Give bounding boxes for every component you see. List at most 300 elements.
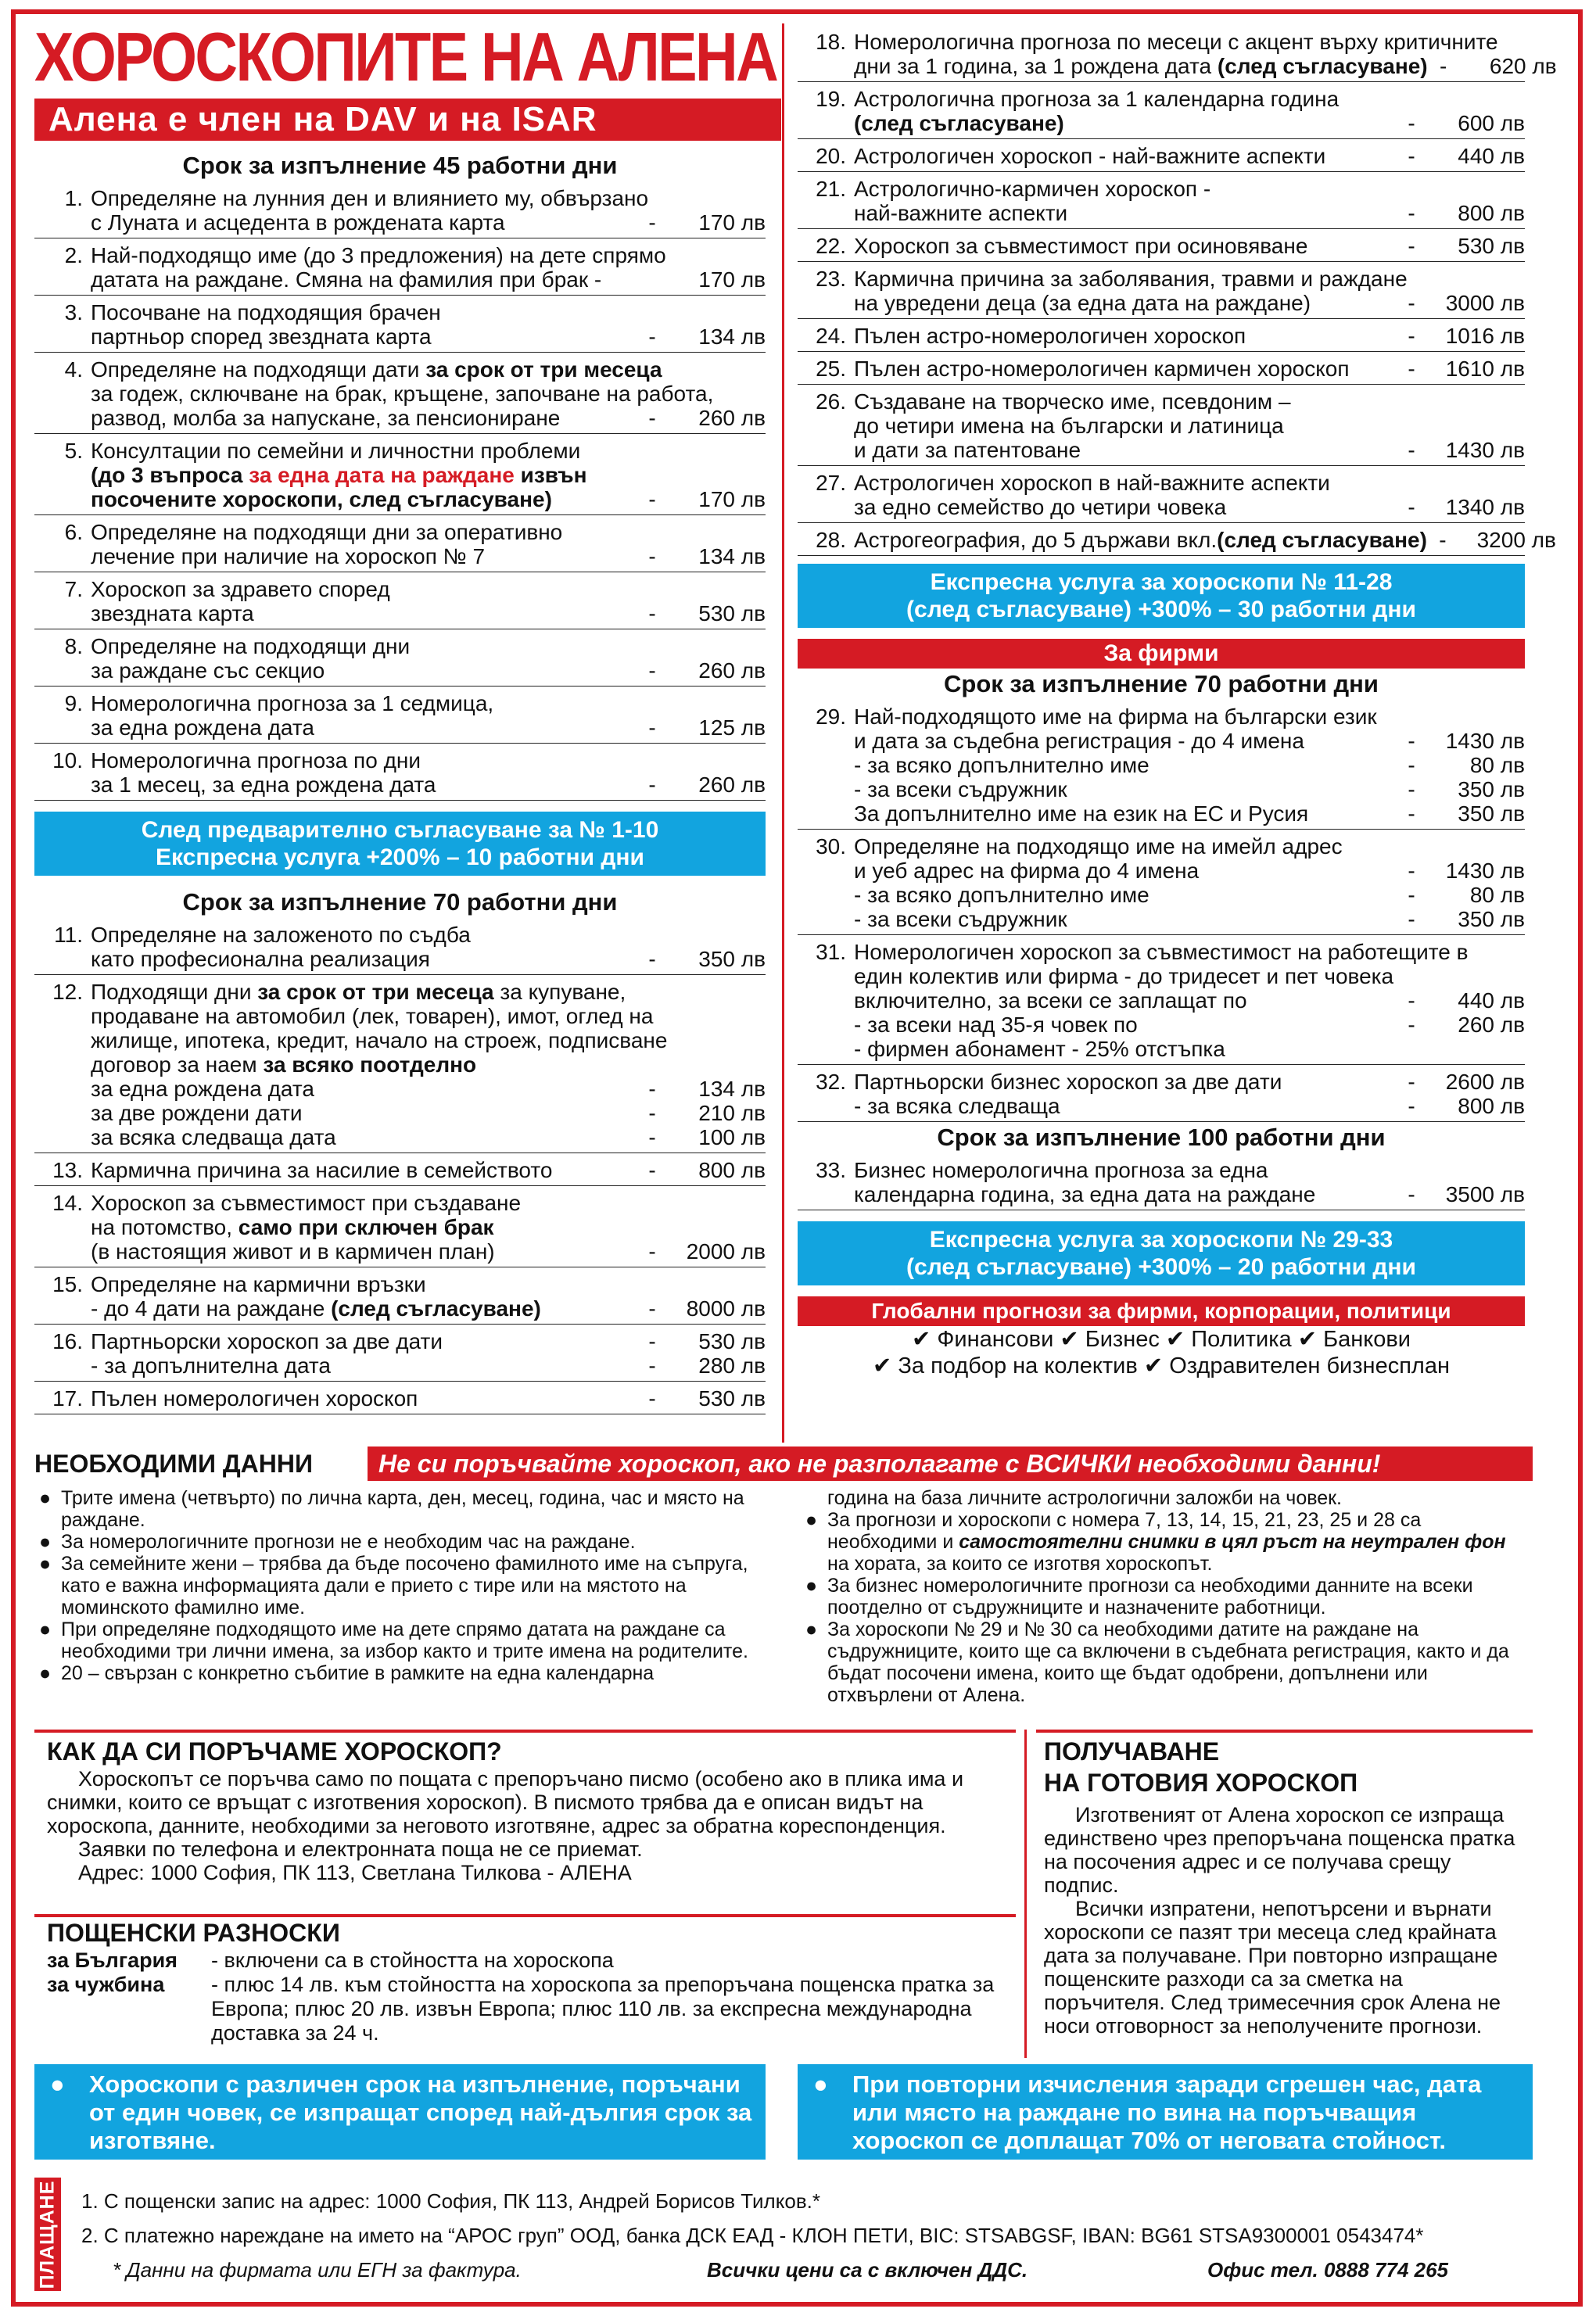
item-text: (в настоящия живот и в кармичен план) bbox=[91, 1239, 495, 1264]
item-dash: - bbox=[1408, 357, 1415, 381]
item-dash: - bbox=[648, 601, 656, 626]
item-price: 1430 лв bbox=[1445, 859, 1525, 883]
item-price: 8000 лв bbox=[686, 1296, 766, 1321]
item-text: за раждане със секцио bbox=[91, 658, 325, 683]
order-note: Заявки по телефона и електронната поща не се приемат. bbox=[78, 1837, 643, 1861]
bullet-icon: ● bbox=[39, 1619, 52, 1640]
order-section bbox=[47, 1736, 1017, 1884]
note-text: При повторни изчисления заради сгрешен час, дата или място на раждане по вина на поръчващия хороскоп се доплащат 70% от неговата стойност. bbox=[852, 2070, 1482, 2154]
item-line bbox=[91, 1052, 766, 1077]
item-dash: - bbox=[1408, 438, 1415, 462]
section-heading-70-days: Срок за изпълнение 70 работни дни bbox=[182, 888, 618, 916]
item-price: 170 лв bbox=[698, 267, 766, 292]
price-item bbox=[34, 744, 766, 801]
price-item bbox=[798, 935, 1525, 1065]
price-item bbox=[798, 262, 1525, 319]
item-emphasis: (след съгласуване) bbox=[331, 1296, 541, 1321]
item-text: Бизнес номерологична прогноза за една bbox=[854, 1158, 1268, 1182]
item-line bbox=[91, 1077, 766, 1101]
item-line bbox=[91, 947, 766, 971]
bullet-icon: ● bbox=[39, 1487, 52, 1509]
item-line bbox=[91, 1158, 766, 1182]
item-dash: - bbox=[648, 406, 656, 430]
price-item bbox=[34, 238, 766, 296]
item-dash: - bbox=[648, 1077, 656, 1101]
item-line bbox=[854, 144, 1525, 168]
item-dash: - bbox=[1408, 234, 1415, 258]
express-box-line: Експресна услуга за хороскопи № 29-33 bbox=[929, 1227, 1393, 1253]
item-dash: - bbox=[648, 1125, 656, 1149]
item-price: 1016 лв bbox=[1445, 324, 1525, 348]
required-data-heading: НЕОБХОДИМИ ДАННИ bbox=[34, 1450, 313, 1478]
item-text: календарна година, за една дата на раждане bbox=[854, 1182, 1316, 1206]
item-dash: - bbox=[1408, 729, 1415, 753]
required-data-bullet bbox=[805, 1509, 1533, 1575]
item-text: Номерологичен хороскоп за съвместимост на работещите в bbox=[854, 940, 1469, 964]
item-text: като професионална реализация bbox=[91, 947, 430, 971]
checklist-line: ✔ За подбор на колектив ✔ Оздравителен бизнесплан bbox=[873, 1353, 1450, 1378]
item-line bbox=[854, 324, 1525, 348]
item-text: до четири имена на български и латиница bbox=[854, 414, 1284, 438]
item-line bbox=[854, 1070, 1525, 1094]
item-text: - за всяко допълнително име bbox=[854, 883, 1149, 907]
note-longest-term bbox=[34, 2064, 766, 2160]
item-dash: - bbox=[1408, 883, 1415, 907]
price-item bbox=[798, 82, 1525, 139]
item-price: 260 лв bbox=[698, 406, 766, 430]
item-text: - за всяка следваща bbox=[854, 1094, 1060, 1118]
bullet-icon: ● bbox=[805, 1619, 818, 1640]
section-heading-100-days: Срок за изпълнение 100 работни дни bbox=[937, 1124, 1386, 1151]
price-item bbox=[798, 466, 1525, 523]
item-text: Определяне на заложеното по съдба bbox=[91, 923, 471, 947]
item-text: датата на раждане. Смяна на фамилия при брак - bbox=[91, 267, 602, 292]
vat-note: Всички цени са с включен ДДС. bbox=[707, 2258, 1028, 2282]
item-dash: - bbox=[648, 487, 656, 511]
item-emphasis: (след съгласуване) bbox=[1217, 54, 1428, 78]
price-item bbox=[34, 1325, 766, 1382]
item-line bbox=[91, 634, 766, 658]
postage-section bbox=[47, 1917, 1017, 2045]
item-line bbox=[91, 691, 766, 715]
item-price: 530 лв bbox=[698, 601, 766, 626]
item-line bbox=[91, 1353, 766, 1378]
price-item bbox=[34, 975, 766, 1153]
item-dash: - bbox=[1408, 859, 1415, 883]
price-item bbox=[34, 296, 766, 353]
item-text: Номерологична прогноза по дни bbox=[91, 748, 421, 773]
item-number: 28. bbox=[816, 528, 846, 552]
price-item bbox=[798, 385, 1525, 466]
price-item bbox=[798, 229, 1525, 262]
item-text: Астрологичен хороскоп - най-важните аспекти bbox=[854, 144, 1326, 168]
item-dash: - bbox=[1408, 753, 1415, 777]
item-text: за две рождени дати bbox=[91, 1101, 303, 1125]
express-box-11-28 bbox=[798, 564, 1525, 628]
item-price: 350 лв bbox=[698, 947, 766, 971]
express-box-1-10 bbox=[34, 812, 766, 876]
required-data-bullet bbox=[39, 1619, 762, 1662]
item-text: Посочване на подходящия брачен bbox=[91, 300, 441, 324]
item-price: 3000 лв bbox=[1445, 291, 1525, 315]
required-data-right bbox=[805, 1487, 1533, 1706]
item-text: за едно семейство до четири човека bbox=[854, 495, 1227, 519]
payment-section bbox=[34, 2178, 1536, 2291]
item-dash: - bbox=[1408, 1013, 1415, 1037]
right-price-column bbox=[798, 25, 1557, 1379]
item-dash: - bbox=[1408, 1094, 1415, 1118]
column-divider bbox=[782, 23, 784, 1443]
item-number: 32. bbox=[816, 1070, 846, 1094]
express-box-line: (след съгласуване) +300% – 30 работни дни bbox=[906, 597, 1416, 622]
postage-bulgaria bbox=[47, 1948, 1017, 1973]
item-price: 280 лв bbox=[698, 1353, 766, 1378]
bullet-text: За семейните жени – трябва да бъде посочено фамилното име на съпруга, като е важна информацията дали е прието с тире или на мястото на моминското фамилно име. bbox=[61, 1553, 748, 1619]
item-text: Пълен астро-номерологичен кармичен хороскоп bbox=[854, 357, 1350, 381]
bullet-text: 20 – свързан с конкретно събитие в рамките на една календарна bbox=[61, 1662, 655, 1684]
item-dash: - bbox=[1408, 777, 1415, 801]
item-line bbox=[91, 463, 766, 487]
item-price: 800 лв bbox=[698, 1158, 766, 1182]
required-data-warning: Не си поръчвайте хороскоп, ако не разполагате с ВСИЧКИ необходими данни! bbox=[368, 1446, 1533, 1481]
item-line bbox=[854, 234, 1525, 258]
item-line bbox=[91, 357, 766, 382]
item-number: 23. bbox=[816, 267, 846, 291]
item-dash: - bbox=[1408, 144, 1415, 168]
item-emphasis: за всяко поотделно bbox=[263, 1052, 477, 1077]
item-number: 33. bbox=[816, 1158, 846, 1182]
item-line bbox=[91, 658, 766, 683]
item-text: Кармична причина за заболявания, травми и раждане bbox=[854, 267, 1408, 291]
item-text: развод, молба за напускане, за пенсиониране bbox=[91, 406, 561, 430]
item-line bbox=[854, 177, 1525, 201]
item-line bbox=[91, 715, 766, 740]
item-text: за купуване, bbox=[493, 980, 626, 1004]
item-price: 350 лв bbox=[1458, 801, 1525, 826]
bullet-text: Трите имена (четвърто) по лична карта, ден, месец, година, час и място на раждане. bbox=[61, 1487, 744, 1531]
item-text: Номерологична прогноза по месеци с акцент върху критичните bbox=[854, 30, 1498, 54]
item-line bbox=[91, 601, 766, 626]
receiving-paragraph: Изготвеният от Алена хороскоп се изпраща единствено чрез препоръчана пощенска пратка на посочения адрес и се получава срещу подпис. bbox=[1044, 1803, 1515, 1897]
item-text: с Луната и асцедента в рождената карта bbox=[91, 210, 505, 235]
bullet-icon: ● bbox=[813, 2070, 828, 2098]
item-price: 600 лв bbox=[1458, 111, 1525, 135]
item-price: 2000 лв bbox=[686, 1239, 766, 1264]
required-data-continuation: година на база личните астрологични заложби на човек. bbox=[827, 1487, 1343, 1509]
required-data-left bbox=[39, 1487, 762, 1684]
price-item bbox=[34, 629, 766, 687]
required-data-bullet bbox=[39, 1531, 762, 1553]
item-line bbox=[854, 859, 1525, 883]
receiving-heading-2: НА ГОТОВИЯ ХОРОСКОП bbox=[1044, 1769, 1358, 1797]
required-data-bullet bbox=[39, 1553, 762, 1619]
item-text: - за допълнителна дата bbox=[91, 1353, 331, 1378]
item-text: Определяне на подходящи дни за оперативно bbox=[91, 520, 563, 544]
item-line bbox=[854, 964, 1525, 988]
price-item bbox=[34, 353, 766, 434]
item-number: 13. bbox=[52, 1158, 83, 1182]
item-text: - за всеки над 35-я човек по bbox=[854, 1013, 1138, 1037]
item-line bbox=[854, 267, 1525, 291]
item-dash: - bbox=[648, 1296, 656, 1321]
item-price: 80 лв bbox=[1469, 883, 1525, 907]
item-dash: - bbox=[648, 1386, 656, 1411]
item-dash: - bbox=[648, 1101, 656, 1125]
item-line bbox=[854, 753, 1525, 777]
item-price: 620 лв bbox=[1489, 54, 1557, 78]
item-line bbox=[854, 729, 1525, 753]
bullet-icon: ● bbox=[39, 1553, 52, 1575]
item-text: и дати за патентоване bbox=[854, 438, 1081, 462]
item-line bbox=[91, 1125, 766, 1149]
item-line bbox=[91, 520, 766, 544]
item-text: за годеж, сключване на брак, кръщене, започване на работа, bbox=[91, 382, 714, 406]
price-item bbox=[34, 572, 766, 629]
item-line bbox=[854, 414, 1525, 438]
item-text: партньор според звездната карта bbox=[91, 324, 432, 349]
item-line bbox=[854, 883, 1525, 907]
required-data-bullet bbox=[805, 1619, 1533, 1706]
page-subtitle: Алена е член на DAV и на ISAR bbox=[34, 99, 781, 141]
item-text: - фирмен абонамент - 25% отстъпка bbox=[854, 1037, 1225, 1061]
postage-bulgaria-text: - включени са в стойността на хороскопа bbox=[211, 1948, 614, 1972]
note-text: Хороскопи с различен срок на изпълнение, поръчани от един човек, се изпращат според най-дългия срок за изготвяне. bbox=[89, 2070, 752, 2154]
item-text: Най-подходящото име на фирма на български език bbox=[854, 704, 1377, 729]
price-item bbox=[798, 830, 1525, 935]
item-text: - за всяко допълнително име bbox=[854, 753, 1149, 777]
item-price: 210 лв bbox=[698, 1101, 766, 1125]
item-dash: - bbox=[648, 210, 656, 235]
item-line bbox=[91, 1386, 766, 1411]
item-text: продаване на автомобил (лек, товарен), имот, оглед на bbox=[91, 1004, 654, 1028]
item-number: 20. bbox=[816, 144, 846, 168]
item-line bbox=[91, 577, 766, 601]
item-line bbox=[854, 1158, 1525, 1182]
item-line bbox=[854, 111, 1525, 135]
item-text: лечение при наличие на хороскоп № 7 bbox=[91, 544, 486, 568]
price-item bbox=[34, 918, 766, 975]
bullet-icon: ● bbox=[50, 2070, 65, 2098]
item-highlight: за една дата на раждане bbox=[249, 463, 515, 487]
item-text: За допълнително име на език на ЕС и Русия bbox=[854, 801, 1309, 826]
section-heading-45-days: Срок за изпълнение 45 работни дни bbox=[182, 152, 618, 179]
item-price: 170 лв bbox=[698, 487, 766, 511]
required-data-bullet bbox=[39, 1662, 762, 1684]
item-line bbox=[91, 773, 766, 797]
item-emphasis: само при сключен брак bbox=[238, 1215, 494, 1239]
item-price: 1430 лв bbox=[1445, 438, 1525, 462]
express-box-29-33 bbox=[798, 1221, 1525, 1285]
item-number: 2. bbox=[64, 243, 83, 267]
price-item bbox=[798, 1153, 1525, 1210]
item-text: Определяне на подходящи дни bbox=[91, 634, 411, 658]
postage-abroad-text: - плюс 14 лв. към стойността на хороскопа за препоръчана пощенска пратка за Европа; плюс 20 лв. извън Европа; плюс 110 лв. за експресна международна доставка за 24 ч. bbox=[211, 1973, 995, 2045]
item-number: 31. bbox=[816, 940, 846, 964]
express-box-line: Експресна услуга за хороскопи № 11-28 bbox=[930, 569, 1393, 595]
global-forecasts-bar: Глобални прогнози за фирми, корпорации, политици bbox=[798, 1296, 1525, 1326]
price-item bbox=[798, 700, 1525, 830]
receiving-section bbox=[1044, 1736, 1529, 2038]
note-recalculation bbox=[798, 2064, 1533, 2160]
item-number: 6. bbox=[64, 520, 83, 544]
item-emphasis: (до 3 въпроса bbox=[91, 463, 249, 487]
bullet-icon: ● bbox=[805, 1575, 818, 1597]
checklist-line: ✔ Финансови ✔ Бизнес ✔ Политика ✔ Банкови bbox=[911, 1327, 1411, 1352]
page-title: ХОРОСКОПИТЕ НА АЛЕНА bbox=[34, 18, 777, 95]
express-box-line: (след съгласуване) +300% – 20 работни дни bbox=[906, 1254, 1416, 1280]
item-price: 80 лв bbox=[1469, 753, 1525, 777]
item-line bbox=[91, 1004, 766, 1028]
item-line bbox=[854, 988, 1525, 1013]
item-line bbox=[91, 324, 766, 349]
payment-label: ПЛАЩАНЕ bbox=[34, 2178, 61, 2291]
item-number: 22. bbox=[816, 234, 846, 258]
item-line bbox=[854, 940, 1525, 964]
item-price: 800 лв bbox=[1458, 1094, 1525, 1118]
item-text: за една рождена дата bbox=[91, 1077, 314, 1101]
postage-heading: ПОЩЕНСКИ РАЗНОСКИ bbox=[47, 1919, 340, 1947]
item-text: Определяне на лунния ден и влиянието му, обвързано bbox=[91, 186, 649, 210]
item-text: дни за 1 година, за 1 рождена дата bbox=[854, 54, 1218, 78]
item-dash: - bbox=[648, 1158, 656, 1182]
order-paragraph: Хороскопът се поръчва само по пощата с препоръчано писмо (особено ако в плика има и снимки, които се връщат с изготвения хороскоп). В писмото трябва да е описан видът на хороскопа, данните, необходими за неговото изготвяне, адрес за обратна кореспонденция. bbox=[47, 1767, 964, 1837]
item-line bbox=[91, 439, 766, 463]
bullet-text: За прогнози и хороскопи с номера 7, 13, 14, 15, 21, 23, 25 и 28 са необходими и bbox=[827, 1509, 1422, 1553]
item-number: 24. bbox=[816, 324, 846, 348]
item-line bbox=[91, 267, 766, 292]
item-price: 134 лв bbox=[698, 544, 766, 568]
item-text: Астрогеография, до 5 държави вкл. bbox=[854, 528, 1218, 552]
item-line bbox=[854, 528, 1556, 552]
item-text: и дата за съдебна регистрация - до 4 имена bbox=[854, 729, 1304, 753]
price-list-11-17 bbox=[34, 918, 766, 1414]
item-line bbox=[91, 1101, 766, 1125]
item-text: Астрологично-кармичен хороскоп - bbox=[854, 177, 1211, 201]
item-text: най-важните аспекти bbox=[854, 201, 1068, 225]
bullet-icon: ● bbox=[805, 1509, 818, 1531]
item-price: 530 лв bbox=[698, 1386, 766, 1411]
item-text: Пълен номерологичен хороскоп bbox=[91, 1386, 418, 1411]
item-line bbox=[91, 923, 766, 947]
item-number: 11. bbox=[54, 923, 83, 947]
item-number: 7. bbox=[64, 577, 83, 601]
firms-bar: За фирми bbox=[798, 639, 1525, 669]
item-dash: - bbox=[1408, 1070, 1415, 1094]
item-text: - за всеки съдружник bbox=[854, 907, 1067, 931]
item-number: 4. bbox=[64, 357, 83, 382]
item-dash: - bbox=[1408, 201, 1415, 225]
postage-bulgaria-label: за България bbox=[47, 1948, 178, 1972]
item-price: 100 лв bbox=[698, 1125, 766, 1149]
item-dash: - bbox=[1408, 988, 1415, 1013]
item-emphasis: (след съгласуване) bbox=[1217, 528, 1427, 552]
item-text: Кармична причина за насилие в семейството bbox=[91, 1158, 553, 1182]
price-item bbox=[798, 352, 1525, 385]
item-number: 19. bbox=[816, 87, 846, 111]
express-box-line: След предварително съгласуване за № 1-10 bbox=[141, 817, 659, 843]
price-item bbox=[798, 139, 1525, 172]
item-text: за всяка следваща дата bbox=[91, 1125, 336, 1149]
item-number: 18. bbox=[816, 30, 846, 54]
item-dash: - bbox=[648, 1329, 656, 1353]
item-text: Най-подходящо име (до 3 предложения) на дете спрямо bbox=[91, 243, 666, 267]
price-item bbox=[798, 1065, 1525, 1122]
express-box-line: Експресна услуга +200% – 10 работни дни bbox=[156, 844, 644, 870]
item-number: 16. bbox=[52, 1329, 83, 1353]
item-text: Определяне на подходящо име на имейл адрес bbox=[854, 834, 1343, 859]
item-dash: - bbox=[648, 1239, 656, 1264]
bullet-icon: ● bbox=[39, 1662, 52, 1684]
item-text: Астрологична прогноза за 1 календарна година bbox=[854, 87, 1340, 111]
required-data-bullet bbox=[39, 1487, 762, 1531]
item-emphasis: (след съгласуване) bbox=[854, 111, 1064, 135]
item-line bbox=[854, 357, 1525, 381]
item-price: 800 лв bbox=[1458, 201, 1525, 225]
item-text: за една рождена дата bbox=[91, 715, 314, 740]
item-dash: - bbox=[1408, 495, 1415, 519]
item-text: Астрологичен хороскоп в най-важните аспекти bbox=[854, 471, 1330, 495]
item-price: 440 лв bbox=[1458, 988, 1525, 1013]
item-text: - за всеки съдружник bbox=[854, 777, 1067, 801]
price-item bbox=[34, 1382, 766, 1414]
item-line bbox=[91, 186, 766, 210]
item-dash: - bbox=[648, 324, 656, 349]
bullet-text: За номерологичните прогнози не е необходим час на раждане. bbox=[61, 1531, 636, 1553]
item-emphasis: за срок от три месеца bbox=[257, 980, 494, 1004]
item-dash: - bbox=[648, 544, 656, 568]
item-dash: - bbox=[1408, 907, 1415, 931]
item-price: 2600 лв bbox=[1445, 1070, 1525, 1094]
item-dash: - bbox=[1408, 291, 1415, 315]
item-dash: - bbox=[1439, 528, 1447, 552]
item-text: на увредени деца (за една дата на раждане) bbox=[854, 291, 1311, 315]
order-address: Адрес: 1000 София, ПК 113, Светлана Тилкова - АЛЕНА bbox=[78, 1861, 632, 1884]
item-number: 17. bbox=[52, 1386, 83, 1411]
item-text: един колектив или фирма - до тридесет и пет човека bbox=[854, 964, 1394, 988]
item-line bbox=[91, 1329, 766, 1353]
item-price: 260 лв bbox=[698, 658, 766, 683]
item-text: на потомство, bbox=[91, 1215, 239, 1239]
order-heading: КАК ДА СИ ПОРЪЧАМЕ ХОРОСКОП? bbox=[47, 1737, 502, 1766]
item-line bbox=[91, 1191, 766, 1215]
price-item bbox=[34, 1153, 766, 1186]
item-line bbox=[854, 704, 1525, 729]
item-text: Хороскоп за съвместимост при осиновяване bbox=[854, 234, 1308, 258]
receiving-paragraph: Всички изпратени, непотърсени и върнати хороскопи се пазят три месеца след крайната дата за получаване. При повторно изпращане пощенските разходи са за сметка на поръчителя. След тримесечния срок Алена не носи отговорност за неполучените прогнози. bbox=[1044, 1897, 1501, 2038]
postage-abroad-label: за чужбина bbox=[47, 1973, 165, 1996]
item-text: Хороскоп за здравето според bbox=[91, 577, 390, 601]
item-emphasis: за срок от три месеца bbox=[425, 357, 662, 382]
item-text: Определяне на подходящи дати bbox=[91, 357, 426, 382]
item-line bbox=[91, 1272, 766, 1296]
price-item bbox=[34, 181, 766, 238]
price-list-18-28 bbox=[798, 25, 1557, 556]
price-item bbox=[34, 1267, 766, 1325]
item-line bbox=[854, 1037, 1525, 1061]
item-dash: - bbox=[1408, 324, 1415, 348]
receiving-heading: ПОЛУЧАВАНЕ bbox=[1044, 1737, 1220, 1766]
item-line bbox=[854, 1094, 1525, 1118]
item-number: 1. bbox=[64, 186, 83, 210]
item-line bbox=[91, 210, 766, 235]
item-number: 5. bbox=[64, 439, 83, 463]
item-price: 125 лв bbox=[698, 715, 766, 740]
item-number: 27. bbox=[816, 471, 846, 495]
item-line bbox=[91, 1239, 766, 1264]
item-dash bbox=[637, 267, 668, 292]
item-line bbox=[854, 1182, 1525, 1206]
item-dash: - bbox=[1408, 111, 1415, 135]
